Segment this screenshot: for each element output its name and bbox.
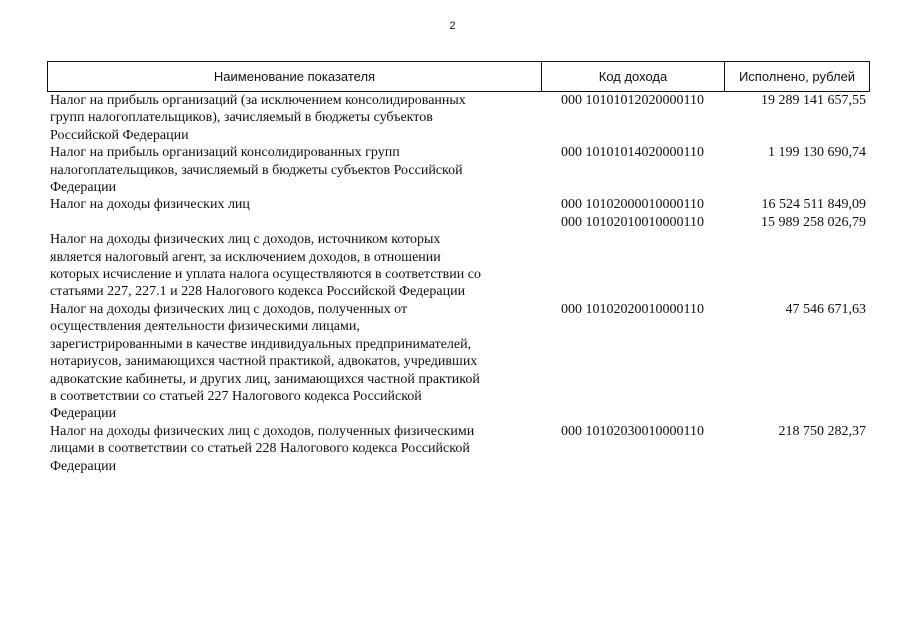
indicator-name-line: групп налогоплательщиков), зачисляемый в бюджеты субъектов [50, 110, 433, 126]
income-code [541, 301, 724, 423]
table-row [47, 196, 870, 231]
indicator-name [47, 231, 541, 301]
income-code [541, 196, 724, 231]
income-code-line: 000 10102010010000110 [561, 214, 704, 230]
indicator-name-line: Налог на прибыль организаций консолидированных групп [50, 145, 400, 161]
indicator-name-line: которых исчисление и уплата налога осуществляются в соответствии со [50, 267, 481, 283]
income-code [541, 144, 724, 196]
executed-amount [724, 423, 870, 475]
indicator-name [47, 144, 541, 196]
income-code-line: 000 10101012020000110 [561, 93, 704, 108]
table-row [47, 92, 870, 144]
indicator-name [47, 301, 541, 423]
executed-amount-line: 47 546 671,63 [785, 301, 866, 317]
indicator-name-line: осуществления деятельности физическими лицами, [50, 319, 360, 335]
income-code-line: 000 10102030010000110 [561, 423, 704, 439]
indicator-name-line: зарегистрированными в качестве индивидуальных предпринимателей, [50, 336, 472, 352]
indicator-name-line: лицами в соответствии со статьей 228 Налогового кодекса Российской [50, 441, 470, 457]
indicator-name-line: налогоплательщиков, зачисляемый в бюджеты субъектов Российской [50, 162, 463, 178]
indicator-name-line: статьями 227, 227.1 и 228 Налогового кодекса Российской Федерации [50, 284, 466, 300]
executed-amount-line: 16 524 511 849,09 [761, 197, 866, 213]
header-amount: Исполнено, рублей [738, 69, 856, 84]
indicator-name-line: Федерации [50, 406, 117, 422]
income-code-line: 000 10101014020000110 [561, 145, 704, 161]
table-row [47, 423, 870, 475]
page-number: 2 [449, 20, 456, 32]
indicator-name [47, 92, 541, 144]
indicator-name-line: Налог на доходы физических лиц [50, 197, 250, 213]
indicator-name-line: Федерации [50, 458, 117, 474]
indicator-name-line: Российской Федерации [50, 127, 189, 143]
indicator-name-line: Федерации [50, 180, 117, 196]
executed-amount-line: 218 750 282,37 [778, 423, 866, 439]
indicator-name-line: нотариусов, занимающихся частной практикой, адвокатов, учредивших [50, 354, 478, 370]
income-code [541, 92, 724, 144]
executed-amount [724, 144, 870, 196]
indicator-name-line: Налог на доходы физических лиц с доходов, полученных физическими [50, 423, 475, 439]
header-code: Код дохода [542, 62, 725, 91]
indicator-name [47, 196, 541, 231]
executed-amount [724, 196, 870, 231]
revenue-table [47, 61, 870, 475]
executed-amount-line: 15 989 258 026,79 [761, 214, 866, 230]
executed-amount-line: 19 289 141 657,55 [761, 93, 866, 108]
header-name: Наименование показателя [48, 62, 542, 91]
indicator-name-line: Налог на доходы физических лиц с доходов, полученных от [50, 301, 408, 317]
indicator-name-line: в соответствии со статьей 227 Налогового кодекса Российской [50, 388, 422, 404]
indicator-name [47, 423, 541, 475]
income-code-line: 000 10102000010000110 [561, 197, 704, 213]
executed-amount [724, 301, 870, 423]
executed-amount-line: 1 199 130 690,74 [768, 145, 866, 161]
indicator-name-line: Налог на прибыль организаций (за исключением консолидированных [50, 93, 466, 108]
income-code [541, 423, 724, 475]
executed-amount [724, 231, 870, 301]
table-header [47, 61, 870, 92]
indicator-name-line: является налоговый агент, за исключением доходов, в отношении [50, 249, 441, 265]
executed-amount [724, 92, 870, 144]
indicator-name-line: адвокатские кабинеты, и других лиц, занимающихся частной практикой [50, 371, 480, 387]
income-code-line: 000 10102020010000110 [561, 301, 704, 317]
table-row [47, 301, 870, 423]
table-row [47, 144, 870, 196]
table-body [47, 92, 870, 475]
indicator-name-line: Налог на доходы физических лиц с доходов, источником которых [50, 232, 441, 248]
income-code [541, 231, 724, 301]
table-row [47, 231, 870, 301]
